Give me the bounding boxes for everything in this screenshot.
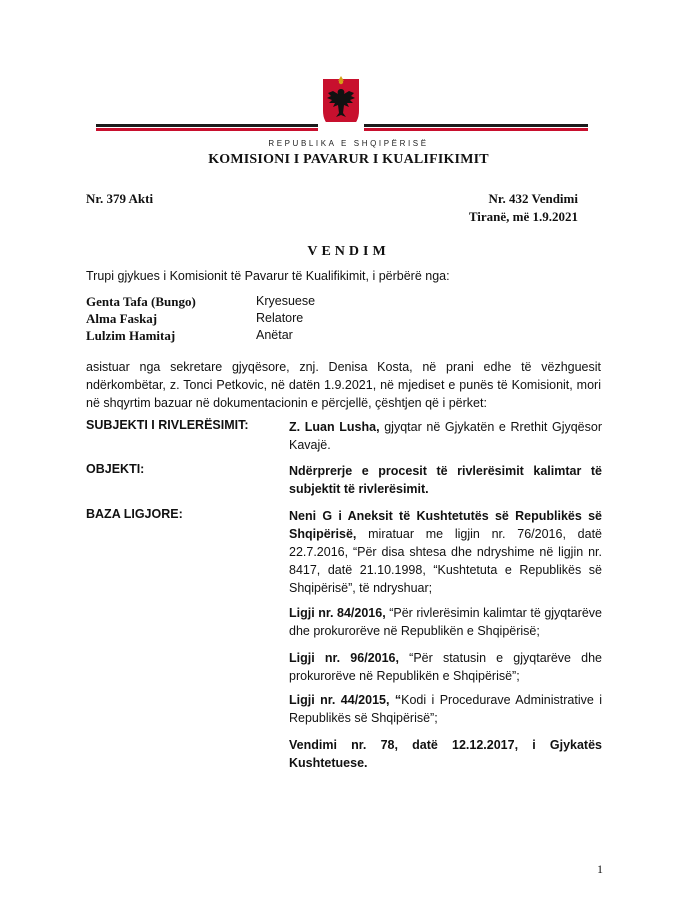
- republika-label: REPUBLIKA E SHQIPËRISË: [268, 139, 429, 148]
- baza-item-text: Kodi i Procedurave Administrative i Republikës së Shqipërisë”;: [289, 693, 602, 725]
- objekti-label: OBJEKTI:: [86, 462, 145, 476]
- institution-title: KOMISIONI I PAVARUR I KUALIFIKIMIT: [208, 152, 489, 167]
- panel-member: [86, 327, 486, 344]
- decision-date: Tiranë, më 1.9.2021: [468, 209, 578, 224]
- baza-item-bold: Neni G i Aneksit të Kushtetutës së Republikës së Shqipërisë,: [289, 509, 602, 541]
- baza-item: [289, 691, 602, 727]
- baza-item-text: “Për statusin e gjyqtarëve dhe prokurorëve në Republikën e Shqipërisë”;: [289, 651, 603, 683]
- subjekti-body: [289, 418, 602, 454]
- objekti-text: Ndërprerje e procesit të rivlerësimit kalimtar të subjektit të rivlerësimit.: [289, 464, 602, 496]
- page-number: 1: [597, 862, 603, 876]
- member-name: Genta Tafa (Bungo): [86, 294, 196, 309]
- panel-member: [86, 310, 486, 327]
- baza-item-bold: Ligji nr. 96/2016,: [289, 651, 399, 665]
- intro-text: Trupi gjykues i Komisionit të Pavarur të Kualifikimit, i përbërë nga:: [86, 269, 450, 283]
- member-name: Alma Faskaj: [86, 311, 158, 326]
- baza-item: [289, 507, 602, 597]
- baza-item-text: “Për rivlerësimin kalimtar të gjyqtarëve dhe prokurorëve në Republikën e Shqipërisë;: [289, 606, 602, 638]
- subjekti-label: SUBJEKTI I RIVLERËSIMIT:: [86, 418, 249, 432]
- baza-item: [289, 649, 602, 685]
- panel-members: [86, 293, 486, 344]
- baza-item: [289, 604, 602, 640]
- document-title: VENDIM: [307, 244, 390, 259]
- subjekti-name: Z. Luan Lusha,: [289, 420, 380, 434]
- member-name: Lulzim Hamitaj: [86, 328, 176, 343]
- baza-item-bold: Vendimi nr. 78, datë 12.12.2017, i Gjykatës Kushtetuese.: [289, 738, 602, 770]
- akti-number: Nr. 379 Akti: [86, 191, 154, 206]
- baza-item: [289, 736, 602, 772]
- panel-member: [86, 293, 486, 310]
- subjekti-text: gjyqtar në Gjykatën e Rrethit Gjyqësor Kavajë.: [289, 420, 603, 452]
- vendimi-number: Nr. 432 Vendimi: [488, 191, 578, 206]
- session-paragraph: asistuar nga sekretare gjyqësore, znj. Denisa Kosta, në prani edhe të vëzhguesit ndërkombëtar, z. Tonci Petkovic, në datën 1.9.2021, në mjediset e punës të Komisionit, mori në shqyrtim bazuar në dokumentacionin e përcjellë, çështjen që i përket:: [86, 360, 601, 410]
- member-role: Relatore: [256, 311, 304, 325]
- member-role: Kryesuese: [256, 294, 316, 308]
- baza-item-bold: Ligji nr. 84/2016,: [289, 606, 386, 620]
- baza-label: BAZA LIGJORE:: [86, 507, 183, 521]
- baza-item-bold: Ligji nr. 44/2015, “: [289, 693, 402, 707]
- baza-item-text: miratuar me ligjin nr. 76/2016, datë 22.7.2016, “Për disa shtesa dhe ndryshime në ligjin nr. 8417, datë 21.10.1998, “Kushtetuta e Republikës së Shqipërisë”, të ndryshuar;: [289, 527, 602, 595]
- member-role: Anëtar: [256, 328, 293, 342]
